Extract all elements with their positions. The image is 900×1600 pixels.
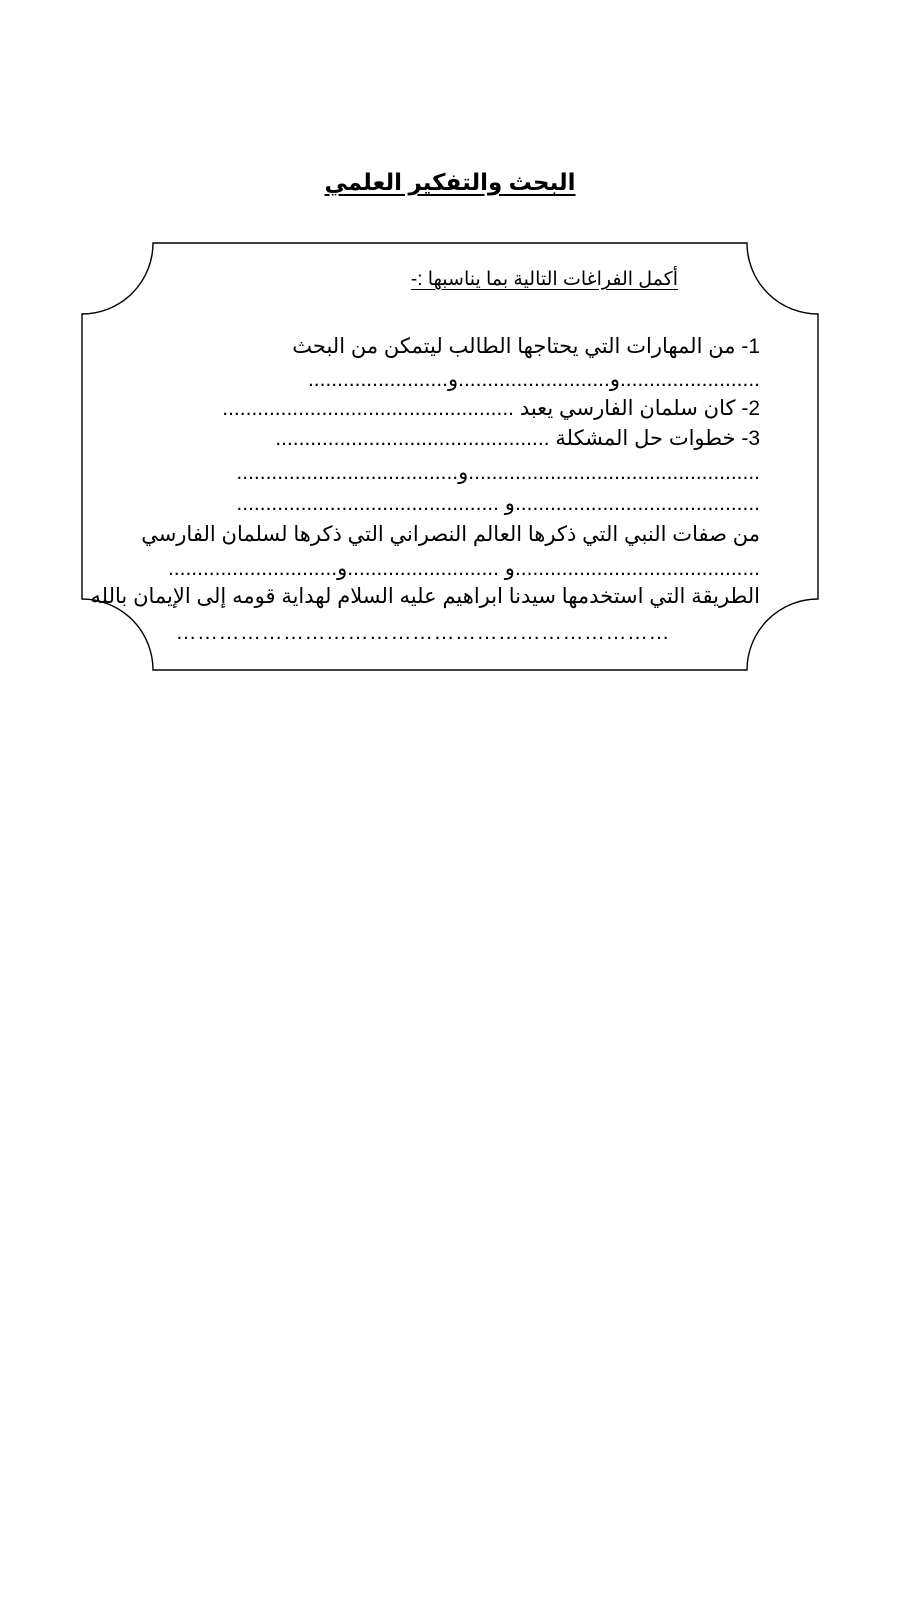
question-5: الطريقة التي استخدمها سيدنا ابراهيم عليه السلام لهداية قومه إلى الإيمان بالله	[90, 585, 760, 608]
question-2: 2- كان سلمان الفارسي يعبد ..................................................	[222, 397, 760, 420]
worksheet-title-text: البحث والتفكير العلمي	[324, 169, 576, 195]
question-5-blank: ……………………………………………………………	[175, 621, 670, 644]
question-4: من صفات النبي التي ذكرها العالم النصراني التي ذكرها لسلمان الفارسي	[141, 523, 760, 546]
question-1: 1- من المهارات التي يحتاجها الطالب ليتمكن من البحث	[292, 335, 760, 358]
question-3: 3- خطوات حل المشكلة ...............................................	[275, 427, 760, 450]
question-3-blanks-1: ..................................................و......................................	[236, 461, 760, 484]
question-4-blanks: ..........................................و ..........................و.............................	[167, 557, 760, 580]
question-1-blanks: ........................و..........................و........................	[307, 368, 760, 391]
instruction-text: أكمل الفراغات التالية بما يناسبها :-	[410, 269, 678, 290]
question-3-blanks-2: ..........................................و .............................................	[236, 492, 760, 515]
instruction	[411, 266, 678, 294]
